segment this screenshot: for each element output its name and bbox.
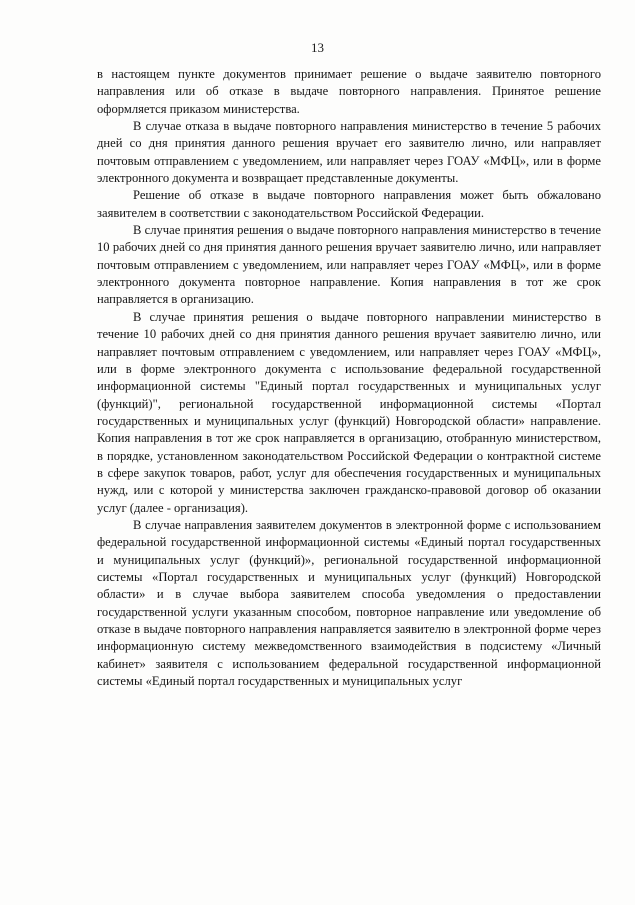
- paragraph-4: В случае принятия решения о выдаче повторного направления министерство в течение 10 рабочих дней со дня принятия данного решения вручает заявителю лично, или направляет почтовым отправлением с уведомлением, или направляет через ГОАУ «МФЦ», или в форме электронного документа повторное направление. Копия направления в тот же срок направляется в организацию.: [97, 223, 601, 307]
- paragraph-2: В случае отказа в выдаче повторного направления министерство в течение 5 рабочих дней со дня принятия данного решения вручает его заявителю лично, или направляет почтовым отправлением с уведомлением, или направляет через ГОАУ «МФЦ», или в форме электронного документа и возвращает представленные документы.: [97, 119, 601, 186]
- paragraph-3: Решение об отказе в выдаче повторного направления может быть обжаловано заявителем в соответствии с законодательством Российской Федерации.: [97, 188, 601, 220]
- paragraph-5: В случае принятия решения о выдаче повторного направлении министерство в течение 10 рабочих дней со дня принятия данного решения вручает заявителю лично, или направляет почтовым отправлением с уведомлением, или направляет через ГОАУ «МФЦ», или в форме электронного документа с использование федеральной государственной информационной системы "Единый портал государственных и муниципальных услуг (функций)", региональной государственной информационной системы «Портал государственных и муниципальных услуг (функций) Новгородской области» направление. Копия направления в тот же срок направляется в организацию, отобранную министерством, в порядке, установленном законодательством Российской Федерации о контрактной системе в сфере закупок товаров, работ, услуг для обеспечения государственных и муниципальных нужд, или с которой у министерства заключен гражданско-правовой договор об оказании услуг (далее - организация).: [97, 309, 601, 515]
- document-body: [97, 66, 601, 690]
- paragraph-1: в настоящем пункте документов принимает решение о выдаче заявителю повторного направления или об отказе в выдаче повторного направления. Принятое решение оформляется приказом министерства.: [97, 67, 601, 116]
- page-number: 13: [311, 40, 324, 55]
- paragraph-6: В случае направления заявителем документов в электронной форме с использованием федеральной государственной информационной системы «Единый портал государственных и муниципальных услуг (функций)», региональной государственной информационной системы «Портал государственных и муниципальных услуг (функций) Новгородской области» и в случае выбора заявителем способа уведомления о предоставлении государственной услуги указанным способом, повторное направление или уведомление об отказе в выдаче повторного направления направляется заявителю в электронной форме через информационную систему межведомственного взаимодействия в подсистему «Личный кабинет» заявителя с использованием федеральной государственной информационной системы «Единый портал государственных и муниципальных услуг: [97, 517, 601, 689]
